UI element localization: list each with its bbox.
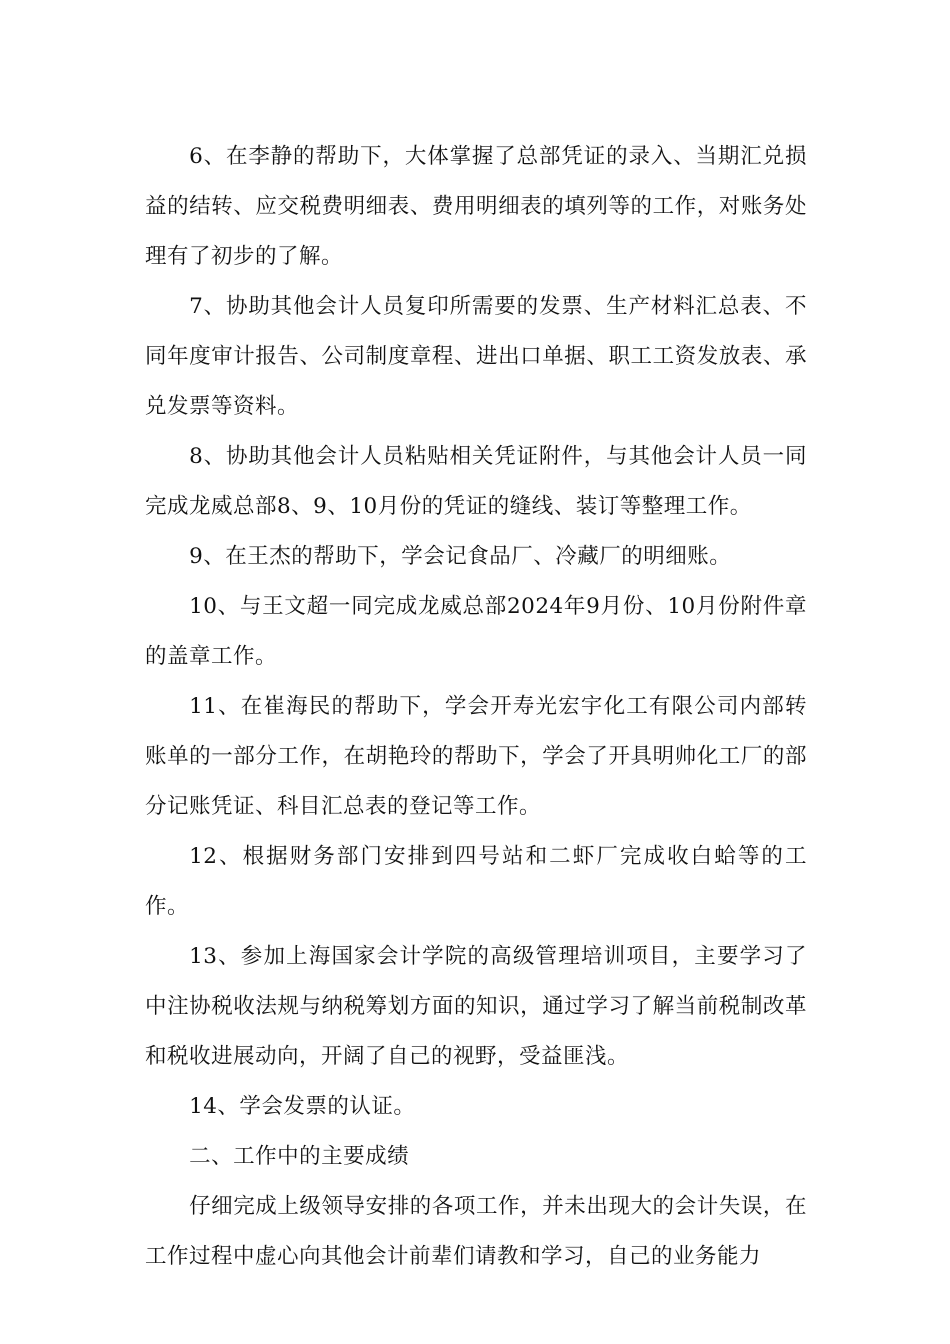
paragraph-achievements-body: 仔细完成上级领导安排的各项工作，并未出现大的会计失误，在工作过程中虚心向其他会计前辈们请教和学习，自己的业务能力 [145,1194,807,1269]
paragraph-item-14: 14、学会发票的认证。 [189,1094,416,1119]
paragraph-item-6: 6、在李静的帮助下，大体掌握了总部凭证的录入、当期汇兑损益的结转、应交税费明细表、费用明细表的填列等的工作，对账务处理有了初步的了解。 [145,144,807,269]
paragraph-item-8: 8、协助其他会计人员粘贴相关凭证附件，与其他会计人员一同完成龙威总部8、9、10月份的凭证的缝线、装订等整理工作。 [145,444,807,519]
paragraph-item-11: 11、在崔海民的帮助下，学会开寿光宏宇化工有限公司内部转账单的一部分工作，在胡艳玲的帮助下，学会了开具明帅化工厂的部分记账凭证、科目汇总表的登记等工作。 [145,694,807,819]
paragraph-item-12: 12、根据财务部门安排到四号站和二虾厂完成收白蛤等的工作。 [145,844,807,919]
paragraph-item-10: 10、与王文超一同完成龙威总部2024年9月份、10月份附件章的盖章工作。 [145,594,807,669]
paragraph-item-7: 7、协助其他会计人员复印所需要的发票、生产材料汇总表、不同年度审计报告、公司制度章程、进出口单据、职工工资发放表、承兑发票等资料。 [145,294,807,419]
paragraph-item-9: 9、在王杰的帮助下，学会记食品厂、冷藏厂的明细账。 [189,544,732,569]
paragraph-item-13: 13、参加上海国家会计学院的高级管理培训项目，主要学习了中注协税收法规与纳税筹划方面的知识，通过学习了解当前税制改革和税收进展动向，开阔了自己的视野，受益匪浅。 [145,944,807,1069]
section-heading-achievements: 二、工作中的主要成绩 [189,1144,410,1169]
document-body [145,132,807,1282]
